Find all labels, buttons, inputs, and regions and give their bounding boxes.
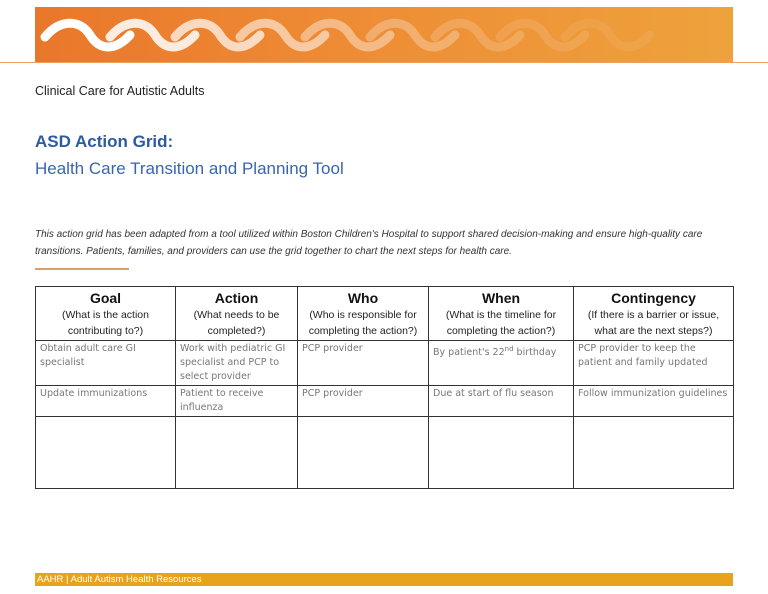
- column-header-who: [298, 287, 429, 341]
- column-description: (If there is a barrier or issue, what are the next steps?): [587, 309, 720, 337]
- table-header-row: [36, 287, 734, 341]
- cell-contingency: PCP provider to keep the patient and family updated: [574, 341, 734, 386]
- when-suffix: birthday: [513, 347, 557, 359]
- page-subtitle: Health Care Transition and Planning Tool: [35, 159, 344, 178]
- column-description: (What needs to be completed?): [193, 309, 280, 337]
- cell-goal: Update immunizations: [36, 386, 176, 417]
- cell-when: [429, 341, 574, 386]
- cell-when: Due at start of flu season: [429, 386, 574, 417]
- when-superscript: nd: [504, 345, 514, 353]
- intro-paragraph: This action grid has been adapted from a tool utilized within Boston Children's Hospital to support shared decision-making and ensure high-quality care transitions. Patients, families, and providers can use the grid together to chart the next steps for health care.: [35, 229, 703, 257]
- wave-pattern-icon: [35, 7, 733, 62]
- header-subtitle: Clinical Care for Autistic Adults: [35, 84, 205, 98]
- column-title: Action: [214, 290, 259, 306]
- column-header-contingency: [574, 287, 734, 341]
- column-description: (Who is responsible for completing the action?): [308, 309, 418, 337]
- action-grid-table: [35, 286, 734, 489]
- cell-goal-empty[interactable]: [36, 417, 176, 489]
- column-title: When: [481, 290, 521, 306]
- accent-divider: [35, 268, 129, 270]
- header-rule: [0, 62, 768, 63]
- cell-who: PCP provider: [298, 341, 429, 386]
- column-title: Contingency: [611, 290, 696, 306]
- cell-action: Work with pediatric GI specialist and PCP to select provider: [176, 341, 298, 386]
- page-title: ASD Action Grid:: [35, 132, 174, 151]
- cell-who-empty[interactable]: [298, 417, 429, 489]
- column-description: (What is the timeline for completing the action?): [445, 309, 557, 337]
- cell-contingency-empty[interactable]: [574, 417, 734, 489]
- table-row-empty: [36, 417, 734, 489]
- when-prefix: By patient's 22: [433, 347, 505, 359]
- cell-who: PCP provider: [298, 386, 429, 417]
- header-banner: [35, 7, 733, 62]
- column-description: (What is the action contributing to?): [62, 309, 149, 337]
- column-header-goal: [36, 287, 176, 341]
- table-row: [36, 386, 734, 417]
- cell-contingency: Follow immunization guidelines: [574, 386, 734, 417]
- cell-when-empty[interactable]: [429, 417, 574, 489]
- column-header-action: [176, 287, 298, 341]
- column-title: Goal: [89, 290, 122, 306]
- footer-bar: AAHR | Adult Autism Health Resources: [35, 573, 733, 586]
- column-header-when: [429, 287, 574, 341]
- table-row: [36, 341, 734, 386]
- column-title: Who: [347, 290, 379, 306]
- cell-action: Patient to receive influenza: [176, 386, 298, 417]
- cell-action-empty[interactable]: [176, 417, 298, 489]
- cell-goal: Obtain adult care GI specialist: [36, 341, 176, 386]
